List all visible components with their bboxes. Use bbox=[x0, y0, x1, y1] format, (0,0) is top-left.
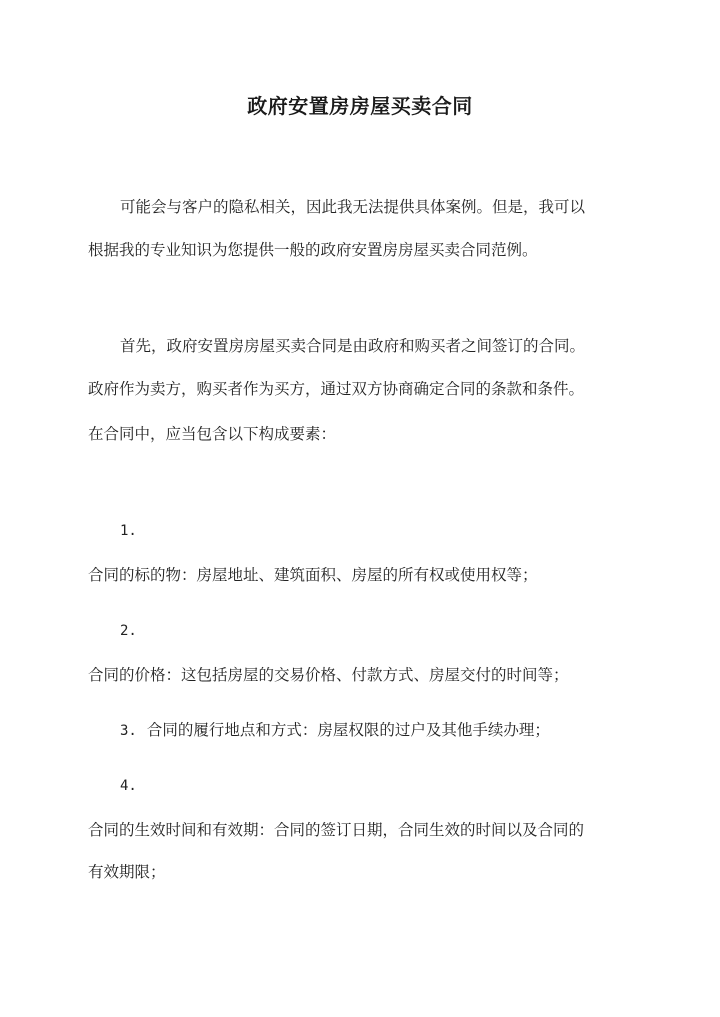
list-item-1-number: 1. bbox=[120, 523, 137, 539]
paragraph-1-line-2: 根据我的专业知识为您提供一般的政府安置房房屋买卖合同范例。 bbox=[88, 241, 538, 259]
paragraph-2-line-1: 首先，政府安置房房屋买卖合同是由政府和购买者之间签订的合同。 bbox=[120, 337, 586, 355]
list-item-3-text: 合同的履行地点和方式：房屋权限的过户及其他手续办理； bbox=[146, 721, 550, 739]
paragraph-2-line-2: 政府作为卖方，购买者作为买方，通过双方协商确定合同的条款和条件。 bbox=[88, 380, 585, 398]
paragraph-2-line-3: 在合同中，应当包含以下构成要素： bbox=[88, 425, 337, 443]
paragraph-1-line-1: 可能会与客户的隐私相关，因此我无法提供具体案例。但是，我可以 bbox=[120, 198, 586, 216]
list-item-4-text-line-1: 合同的生效时间和有效期：合同的签订日期，合同生效的时间以及合同的 bbox=[88, 821, 585, 839]
list-item-1-text: 合同的标的物：房屋地址、建筑面积、房屋的所有权或使用权等； bbox=[88, 566, 538, 584]
list-item-3 bbox=[120, 720, 550, 741]
list-item-4-number: 4. bbox=[120, 778, 137, 794]
document-title: 政府安置房房屋买卖合同 bbox=[247, 94, 473, 118]
list-item-4-text-line-2: 有效期限； bbox=[88, 863, 166, 881]
list-item-3-number: 3. bbox=[120, 723, 137, 739]
list-item-2-text: 合同的价格：这包括房屋的交易价格、付款方式、房屋交付的时间等； bbox=[88, 666, 569, 684]
list-item-2-number: 2. bbox=[120, 623, 137, 639]
